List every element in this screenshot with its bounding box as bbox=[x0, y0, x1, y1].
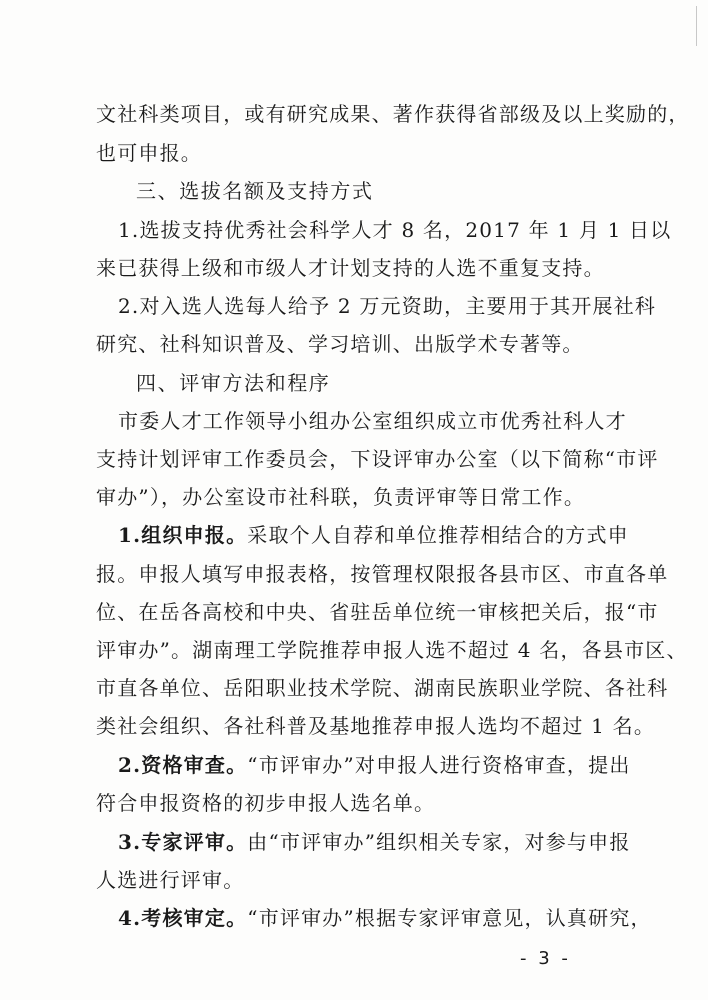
paragraph-lead: 2.资格审查。 bbox=[118, 753, 248, 777]
section-heading: 四、评审方法和程序 bbox=[136, 371, 331, 395]
body-line: 审办”），办公室设市社科联，负责评审等日常工作。 bbox=[96, 485, 586, 509]
body-line bbox=[118, 905, 652, 931]
paragraph-lead: 3.专家评审。 bbox=[118, 830, 248, 854]
paragraph-text: “市评审办”对申报人进行资格审查，提出 bbox=[247, 753, 631, 777]
body-line: 位、在岳各高校和中央、省驻岳单位统一审核把关后，报“市 bbox=[96, 600, 659, 624]
body-line: 符合申报资格的初步申报人选名单。 bbox=[96, 791, 436, 815]
body-line: 也可申报。 bbox=[96, 141, 202, 165]
body-line: 支持计划评审工作委员会，下设评审办公室（以下简称“市评 bbox=[96, 447, 659, 471]
body-line bbox=[118, 752, 638, 778]
body-line: 人选进行评审。 bbox=[96, 868, 245, 892]
body-line: 文社科类项目，或有研究成果、著作获得省部级及以上奖励的， bbox=[96, 102, 690, 126]
body-line: 类社会组织、各社科普及基地推荐申报人选均不超过 1 名。 bbox=[96, 714, 656, 738]
scan-edge-mark bbox=[696, 6, 697, 46]
section-heading: 三、选拔名额及支持方式 bbox=[136, 179, 374, 203]
paragraph-lead: 4.考核审定。 bbox=[118, 906, 248, 930]
paragraph-text: 采取个人自荐和单位推荐相结合的方式申 bbox=[247, 523, 629, 547]
body-line bbox=[118, 829, 638, 855]
body-line: 报。申报人填写申报表格，按管理权限报各县市区、市直各单 bbox=[96, 562, 669, 586]
paragraph-text: 由“市评审办”组织相关专家，对参与申报 bbox=[247, 830, 631, 854]
body-line: 1.选拔支持优秀社会科学人才 8 名，2017 年 1 月 1 日以 bbox=[118, 218, 672, 242]
body-line: 市委人才工作领导小组办公室组织成立市优秀社科人才 bbox=[118, 409, 627, 433]
body-line: 市直各单位、岳阳职业技术学院、湖南民族职业学院、各社科 bbox=[96, 676, 669, 700]
body-line: 2.对入选人选每人给予 2 万元资助，主要用于其开展社科 bbox=[118, 294, 657, 318]
paragraph-lead: 1.组织申报。 bbox=[118, 523, 248, 547]
body-line: 研究、社科知识普及、学习培训、出版学术专著等。 bbox=[96, 332, 584, 356]
body-line bbox=[118, 522, 638, 548]
body-line: 来已获得上级和市级人才计划支持的人选不重复支持。 bbox=[96, 256, 605, 280]
paragraph-text: “市评审办”根据专家评审意见，认真研究， bbox=[247, 906, 652, 930]
page-number: - 3 - bbox=[520, 948, 571, 969]
body-line: 评审办”。湖南理工学院推荐申报人选不超过 4 名，各县市区、 bbox=[96, 638, 688, 662]
